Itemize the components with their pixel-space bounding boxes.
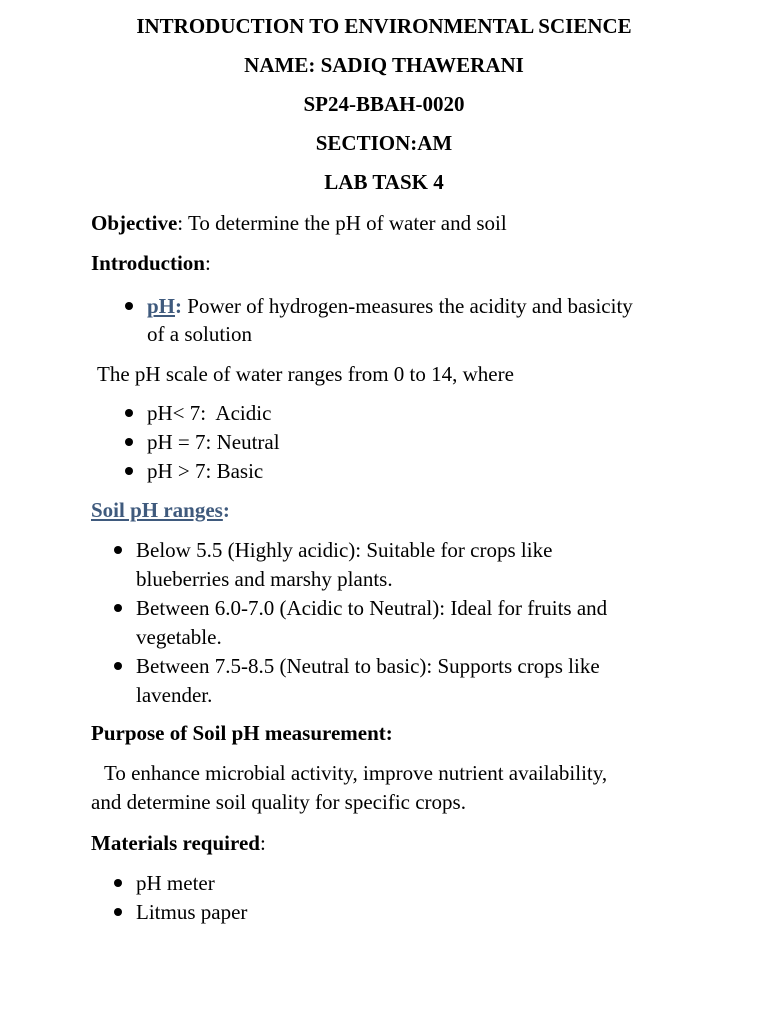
ph-definition-line2: of a solution [147, 322, 252, 346]
student-name: NAME: SADIQ THAWERANI [244, 53, 524, 77]
bullet-icon [114, 879, 122, 887]
ph-definition-line1 [147, 292, 633, 321]
bullet-icon [125, 409, 133, 417]
soil-item-line: Below 5.5 (Highly acidic): Suitable for crops like [136, 538, 553, 562]
soil-item-line: lavender. [136, 683, 213, 707]
materials-heading [91, 829, 266, 858]
soil-item-line: Between 7.5-8.5 (Neutral to basic): Supports crops like [136, 654, 600, 678]
scale-item: pH > 7: Basic [147, 459, 264, 483]
bullet-icon [114, 546, 122, 554]
scale-item: pH< 7: Acidic [147, 401, 272, 425]
document-title: INTRODUCTION TO ENVIRONMENTAL SCIENCE [136, 14, 632, 38]
bullet-icon [114, 604, 122, 612]
scale-item: pH = 7: Neutral [147, 430, 280, 454]
bullet-icon [125, 438, 133, 446]
bullet-icon [125, 467, 133, 475]
introduction-heading [91, 249, 211, 278]
soil-ph-heading [91, 496, 230, 525]
materials-label: Materials required [91, 831, 260, 855]
material-item: pH meter [136, 871, 215, 895]
objective-colon: : [177, 211, 184, 235]
introduction-label: Introduction [91, 251, 205, 275]
soil-item-line: Between 6.0-7.0 (Acidic to Neutral): Ideal for fruits and [136, 596, 608, 620]
material-item: Litmus paper [136, 900, 248, 924]
bullet-icon [125, 302, 133, 310]
ph-link[interactable]: pH [147, 294, 176, 318]
purpose-line1: To enhance microbial activity, improve nutrient availability, [104, 761, 608, 785]
bullet-icon [114, 662, 122, 670]
soil-item-line: blueberries and marshy plants. [136, 567, 393, 591]
bullet-icon [114, 908, 122, 916]
objective-text: To determine the pH of water and soil [183, 211, 507, 235]
soil-ph-link[interactable]: Soil pH ranges [91, 498, 223, 522]
materials-colon: : [259, 831, 266, 855]
section-label: SECTION:AM [315, 131, 453, 155]
ph-definition-text: Power of hydrogen-measures the acidity and basicity [182, 294, 633, 318]
soil-ph-colon: : [222, 498, 230, 522]
ph-scale-text: The pH scale of water ranges from 0 to 14, where [97, 362, 514, 386]
purpose-heading: Purpose of Soil pH measurement: [91, 721, 393, 745]
lab-task-label: LAB TASK 4 [324, 170, 444, 194]
purpose-line2: and determine soil quality for specific crops. [91, 790, 466, 814]
objective-label: Objective [91, 211, 178, 235]
student-id: SP24-BBAH-0020 [303, 92, 465, 116]
objective-paragraph [91, 209, 507, 238]
introduction-colon: : [204, 251, 211, 275]
soil-item-line: vegetable. [136, 625, 222, 649]
ph-colon: : [175, 294, 183, 318]
